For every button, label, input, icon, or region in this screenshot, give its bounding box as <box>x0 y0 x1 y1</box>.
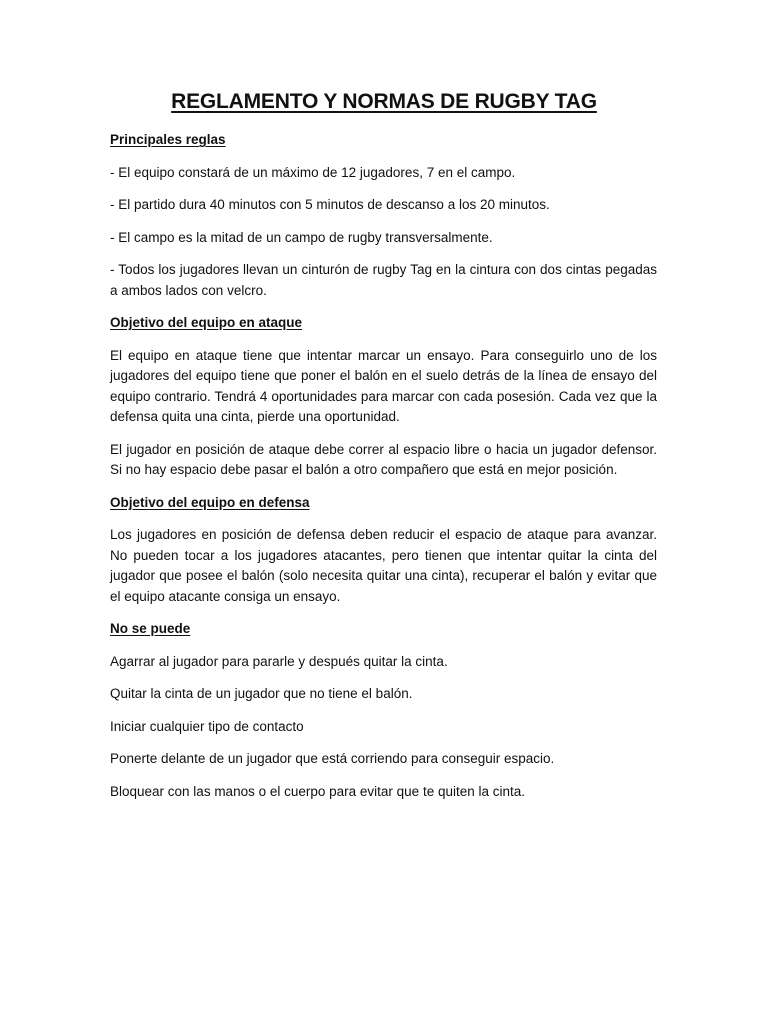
section-heading: Objetivo del equipo en ataque <box>110 315 303 330</box>
paragraph: El equipo en ataque tiene que intentar marcar un ensayo. Para conseguirlo uno de los jugadores del equipo tiene que poner el balón en el suelo detrás de la línea de ensayo del equipo contrario. Tendrá 4 oportunidades para marcar con cada posesión. Cada vez que la defensa quita una cinta, pierde una oportunidad. <box>110 347 657 424</box>
paragraph: Los jugadores en posición de defensa deben reducir el espacio de ataque para avanzar. No pueden tocar a los jugadores atacantes, pero tienen que intentar quitar la cinta del jugador que posee el balón (solo necesita quitar una cinta), recuperar el balón y evitar que el equipo atacante consiga un ensayo. <box>110 527 657 604</box>
prohibited-item: Bloquear con las manos o el cuerpo para evitar que te quiten la cinta. <box>110 783 526 799</box>
paragraph: El jugador en posición de ataque debe correr al espacio libre o hacia un jugador defensor. Si no hay espacio debe pasar el balón a otro compañero que está en mejor posición. <box>110 441 657 477</box>
section-heading: Principales reglas <box>110 132 226 147</box>
section-objetivo-ataque <box>110 313 657 481</box>
rule-item: - El campo es la mitad de un campo de rugby transversalmente. <box>110 229 493 245</box>
rule-item: - El equipo constará de un máximo de 12 jugadores, 7 en el campo. <box>110 164 516 180</box>
section-principales-reglas <box>110 130 657 301</box>
prohibited-item: Quitar la cinta de un jugador que no tiene el balón. <box>110 686 413 701</box>
section-heading: No se puede <box>110 621 191 636</box>
prohibited-item: Agarrar al jugador para pararle y después quitar la cinta. <box>110 653 448 669</box>
prohibited-item: Ponerte delante de un jugador que está corriendo para conseguir espacio. <box>110 751 555 766</box>
prohibited-item: Iniciar cualquier tipo de contacto <box>110 718 304 734</box>
section-heading: Objetivo del equipo en defensa <box>110 494 310 510</box>
rule-item: - Todos los jugadores llevan un cinturón de rugby Tag en la cintura con dos cintas pegadas a ambos lados con velcro. <box>110 262 657 298</box>
document-body <box>110 130 657 814</box>
document-title: REGLAMENTO Y NORMAS DE RUGBY TAG <box>171 90 597 113</box>
section-no-se-puede <box>110 619 657 802</box>
section-objetivo-defensa <box>110 493 657 608</box>
rule-item: - El partido dura 40 minutos con 5 minutos de descanso a los 20 minutos. <box>110 197 550 212</box>
